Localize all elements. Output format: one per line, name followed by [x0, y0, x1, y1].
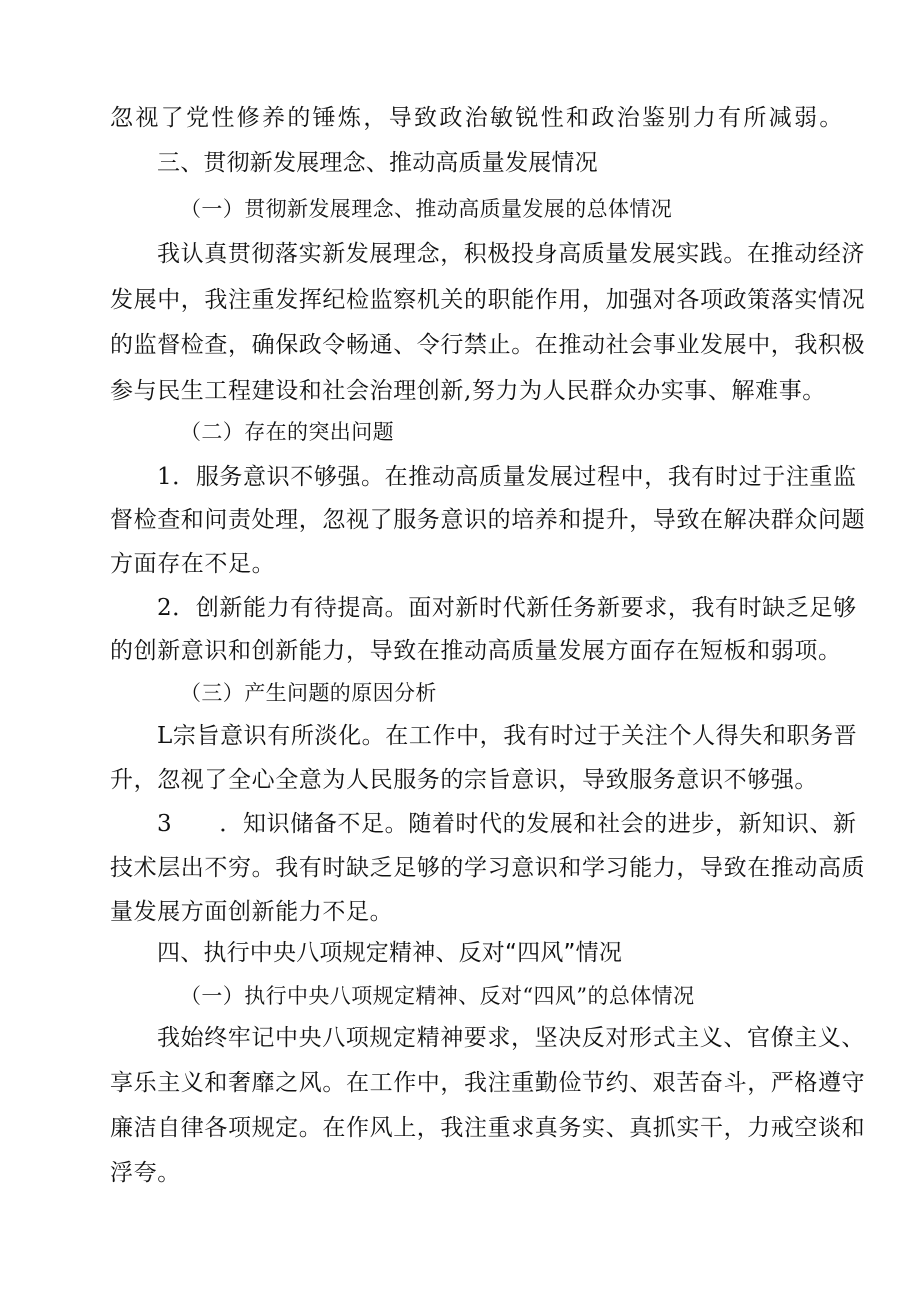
- paragraph-line: 的创新意识和创新能力，导致在推动高质量发展方面存在短板和弱项。: [110, 638, 842, 664]
- paragraph-line: 升，忽视了全心全意为人民服务的宗旨意识，导致服务意识不够强。: [110, 767, 818, 793]
- paragraph-line: 的监督检查，确保政令畅通、令行禁止。在推动社会事业发展中，我积极: [110, 332, 866, 358]
- paragraph-line: 浮夸。: [110, 1160, 181, 1186]
- section-heading-4: 四、执行中央八项规定精神、反对“四风”情况: [157, 940, 623, 966]
- subheading-3-2: （二）存在的突出问题: [180, 420, 394, 444]
- section-heading-3: 三、贯彻新发展理念、推动高质量发展情况: [157, 150, 598, 176]
- paragraph-line: 技术层出不穷。我有时缺乏足够的学习意识和学习能力，导致在推动高质: [110, 855, 866, 881]
- paragraph-line: 督检查和问责处理，忽视了服务意识的培养和提升，导致在解决群众问题: [110, 507, 866, 533]
- paragraph-line: 发展中，我注重发挥纪检监察机关的职能作用，加强对各项政策落实情况: [110, 287, 866, 313]
- paragraph-line: 我认真贯彻落实新发展理念，积极投身高质量发展实践。在推动经济: [157, 241, 865, 267]
- paragraph-line: 方面存在不足。: [110, 551, 276, 577]
- subheading-3-3: （三）产生问题的原因分析: [180, 681, 437, 705]
- subheading-3-1: （一）贯彻新发展理念、推动高质量发展的总体情况: [180, 197, 673, 221]
- paragraph-line: L宗旨意识有所淡化。在工作中，我有时过于关注个人得失和职务晋: [157, 723, 858, 749]
- paragraph-line: 1．服务意识不够强。在推动高质量发展过程中，我有时过于注重监: [157, 464, 857, 490]
- subheading-4-1: （一）执行中央八项规定精神、反对“四风”的总体情况: [180, 984, 695, 1008]
- paragraph-line: 忽视了党性修养的锤炼，导致政治敏锐性和政治鉴别力有所减弱。: [110, 105, 843, 131]
- paragraph-line: 量发展方面创新能力不足。: [110, 899, 394, 925]
- paragraph-line: 廉洁自律各项规定。在作风上，我注重求真务实、真抓实干，力戒空谈和: [110, 1115, 866, 1141]
- paragraph-line: 3 ．知识储备不足。随着时代的发展和社会的进步，新知识、新: [157, 811, 857, 837]
- paragraph-line: 2．创新能力有待提高。面对新时代新任务新要求，我有时缺乏足够: [157, 595, 857, 621]
- paragraph-line: 我始终牢记中央八项规定精神要求，坚决反对形式主义、官僚主义、: [157, 1025, 865, 1051]
- paragraph-line: 享乐主义和奢靡之风。在工作中，我注重勤俭节约、艰苦奋斗，严格遵守: [110, 1070, 866, 1096]
- paragraph-line: 参与民生工程建设和社会治理创新,努力为人民群众办实事、解难事。: [110, 378, 826, 404]
